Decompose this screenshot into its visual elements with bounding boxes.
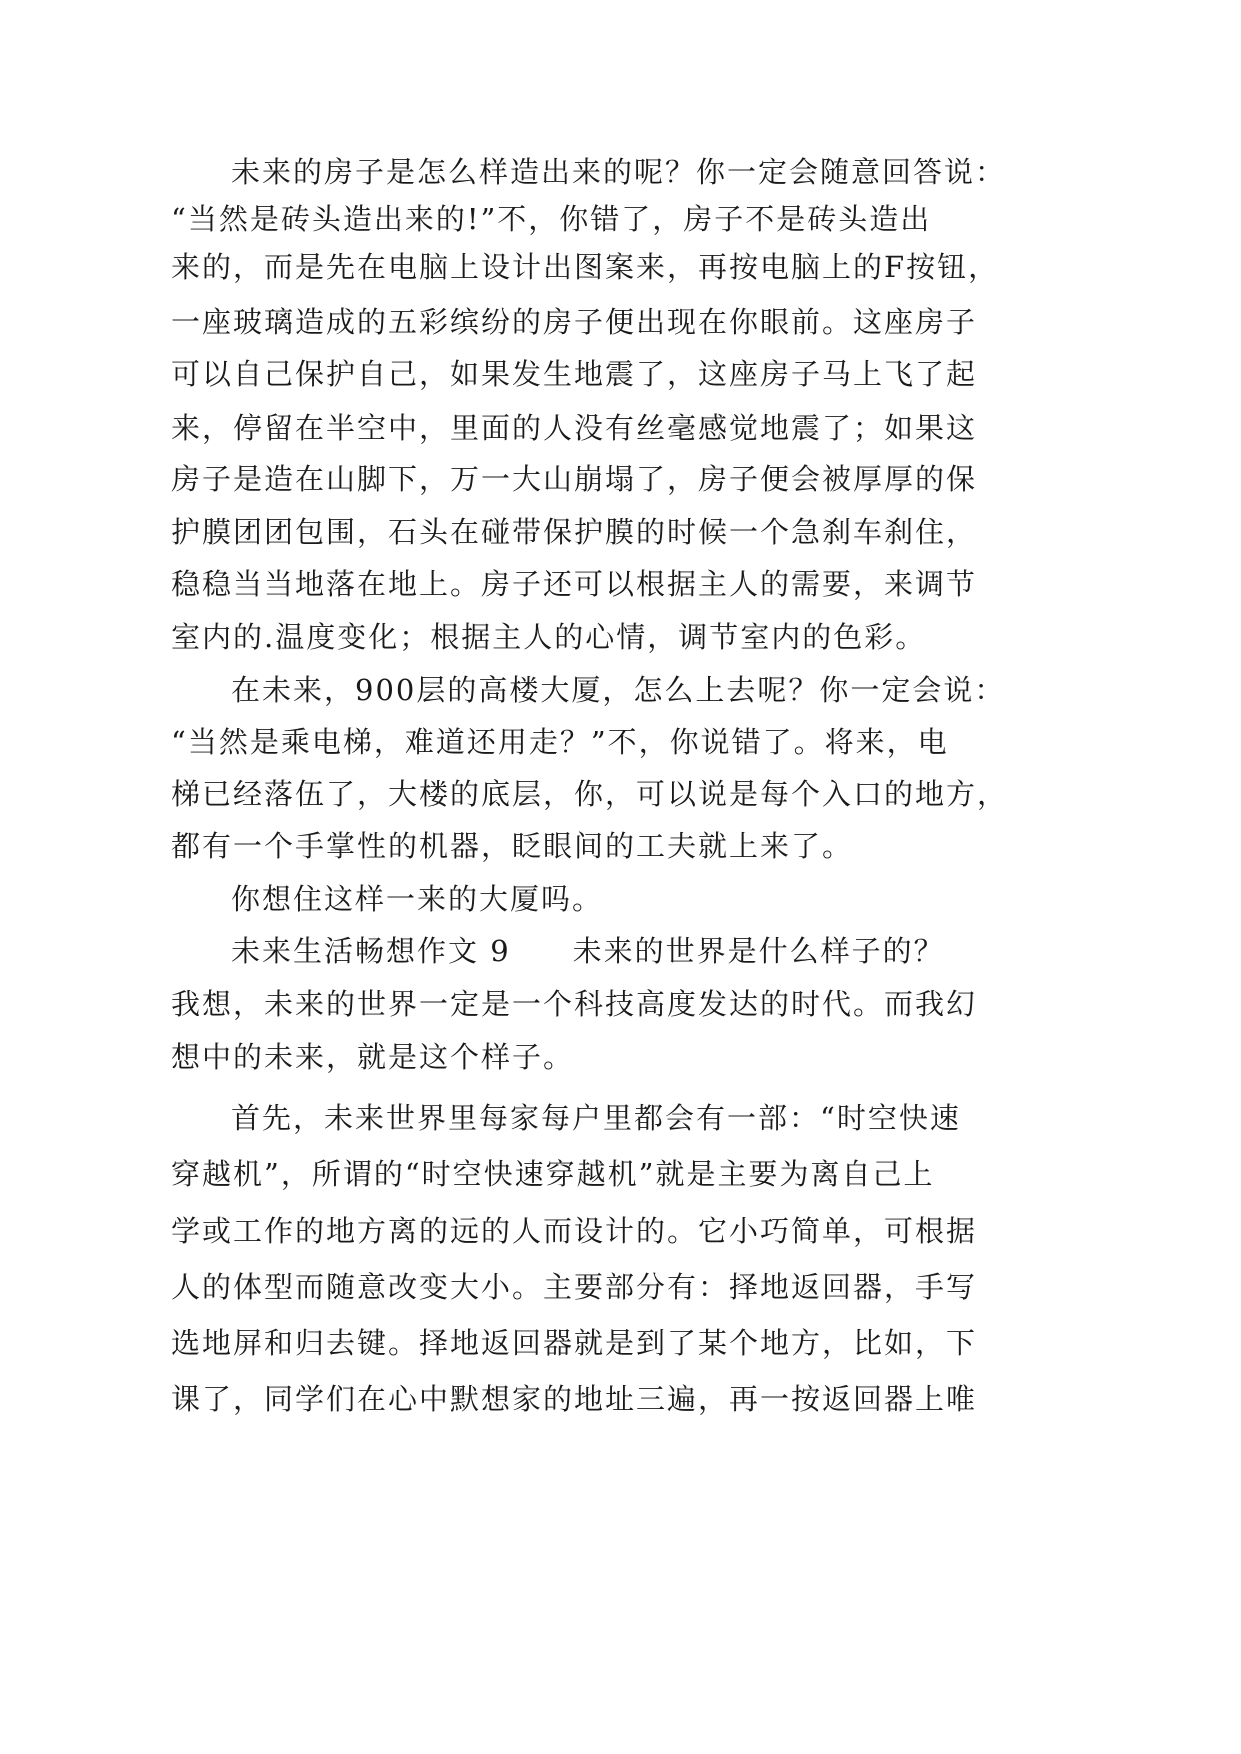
text-line-19: 首先，未来世界里每家每户里都会有一部：“时空快速 (231, 1101, 961, 1135)
text-line-6: 来，停留在半空中，里面的人没有丝毫感觉地震了；如果这 (171, 411, 978, 445)
text-line-5: 可以自己保护自己，如果发生地震了，这座房子马上飞了起 (171, 357, 978, 391)
text-line-20: 穿越机”，所谓的“时空快速穿越机”就是主要为离自己上 (171, 1157, 935, 1191)
text-line-22: 人的体型而随意改变大小。主要部分有：择地返回器，手写 (171, 1270, 978, 1304)
text-line-13: 梯已经落伍了，大楼的底层，你，可以说是每个入口的地方， (171, 777, 1009, 811)
text-line-1: 未来的房子是怎么样造出来的呢？你一定会随意回答说： (231, 155, 1007, 189)
text-line-23: 选地屏和归去键。择地返回器就是到了某个地方，比如，下 (171, 1326, 978, 1360)
text-line-12: “当然是乘电梯，难道还用走？”不，你说错了。将来，电 (171, 725, 949, 759)
text-line-9: 稳稳当当地落在地上。房子还可以根据主人的需要，来调节 (171, 567, 978, 601)
text-line-17: 我想，未来的世界一定是一个科技高度发达的时代。而我幻 (171, 987, 978, 1021)
text-line-8: 护膜团团包围，石头在碰带保护膜的时候一个急刹车刹住， (171, 515, 978, 549)
text-line-15: 你想住这样一来的大厦吗。 (231, 882, 604, 916)
text-line-4: 一座玻璃造成的五彩缤纷的房子便出现在你眼前。这座房子 (171, 305, 978, 339)
text-line-2: “当然是砖头造出来的!”不，你错了，房子不是砖头造出 (171, 202, 932, 236)
text-line-16: 未来生活畅想作文 9 未来的世界是什么样子的？ (231, 934, 945, 968)
text-line-14: 都有一个手掌性的机器，眨眼间的工夫就上来了。 (171, 829, 854, 863)
text-line-11: 在未来，900层的高楼大厦，怎么上去呢？你一定会说： (231, 673, 1006, 707)
text-line-10: 室内的.温度变化；根据主人的心情，调节室内的色彩。 (171, 620, 927, 654)
text-line-24: 课了，同学们在心中默想家的地址三遍，再一按返回器上唯 (171, 1382, 978, 1416)
text-line-7: 房子是造在山脚下，万一大山崩塌了，房子便会被厚厚的保 (171, 462, 978, 496)
text-line-21: 学或工作的地方离的远的人而设计的。它小巧简单，可根据 (171, 1214, 978, 1248)
text-line-3: 来的，而是先在电脑上设计出图案来，再按电脑上的F按钮， (171, 250, 1000, 284)
text-line-18: 想中的未来，就是这个样子。 (171, 1040, 575, 1074)
